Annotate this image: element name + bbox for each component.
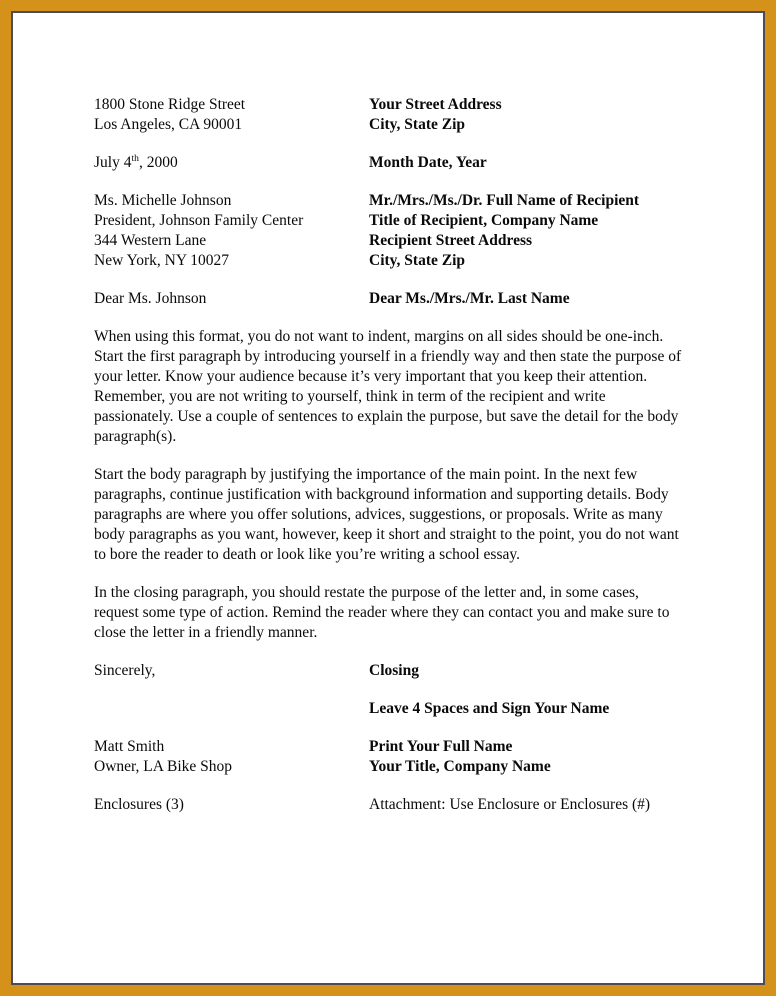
body-paragraph-middle: Start the body paragraph by justifying the importance of the main point. In the next few paragraphs, continue justification with background information and supporting details. Body paragraphs are where you offer solutions, advices, suggestions, or proposals. Write as many body paragraphs as you want, however, keep it short and straight to the point, you do not want to bore the reader to death or look like you’re writing a school essay. <box>94 466 679 563</box>
enclosure-example: Enclosures (3) <box>94 796 184 813</box>
salutation-template: Dear Ms./Mrs./Mr. Last Name <box>369 290 570 307</box>
sender-street-example: 1800 Stone Ridge Street <box>94 96 246 113</box>
signature-title-example: Owner, LA Bike Shop <box>94 758 233 775</box>
recipient-template <box>369 191 696 271</box>
recipient-city-example: New York, NY 10027 <box>94 252 230 269</box>
body-paragraph-opening: When using this format, you do not want to indent, margins on all sides should be one-inch. Start the first paragraph by introducing yourself in a friendly way and then state the purpose of your letter. Know your audience because it’s very important that you keep their attention. Remember, you are not writing to yourself, think in term of the recipient and write passionately. Use a couple of sentences to explain the purpose, but save the detail for the body paragraph(s). <box>94 328 682 445</box>
recipient-example <box>94 191 369 271</box>
letter-page <box>11 11 765 985</box>
sender-address-example <box>94 95 369 135</box>
signature-space-note: Leave 4 Spaces and Sign Your Name <box>369 700 610 717</box>
body-paragraph-closing: In the closing paragraph, you should restate the purpose of the letter and, in some cases, request some type of action. Remind the reader where they can contact you and make sure to close the letter in a friendly manner. <box>94 584 670 641</box>
date-example <box>94 153 369 173</box>
sample-business-letter <box>13 13 763 815</box>
recipient-name-example: Ms. Michelle Johnson <box>94 192 232 209</box>
recipient-street-template: Recipient Street Address <box>369 232 533 249</box>
signature-name-example: Matt Smith <box>94 738 165 755</box>
date-example-prefix: July 4 <box>94 154 132 171</box>
recipient-city-template: City, State Zip <box>369 252 466 269</box>
closing-block <box>94 661 696 681</box>
recipient-block <box>94 191 696 271</box>
signature-block <box>94 737 696 777</box>
date-example-ordinal: th <box>131 152 139 164</box>
recipient-name-template: Mr./Mrs./Ms./Dr. Full Name of Recipient <box>369 192 640 209</box>
date-template: Month Date, Year <box>369 154 487 171</box>
signature-title-template: Your Title, Company Name <box>369 758 551 775</box>
signature-example <box>94 737 369 777</box>
closing-template: Closing <box>369 662 419 679</box>
date-block <box>94 153 696 173</box>
closing-example: Sincerely, <box>94 662 156 679</box>
sender-street-template: Your Street Address <box>369 96 502 113</box>
signature-space-row <box>94 699 696 719</box>
enclosure-template: Attachment: Use Enclosure or Enclosures (#) <box>369 796 651 813</box>
recipient-title-template: Title of Recipient, Company Name <box>369 212 599 229</box>
date-example-suffix: , 2000 <box>138 154 178 171</box>
recipient-street-example: 344 Western Lane <box>94 232 207 249</box>
enclosure-block <box>94 795 696 815</box>
sender-address-template <box>369 95 696 135</box>
sender-address-block <box>94 95 696 135</box>
sender-city-template: City, State Zip <box>369 116 466 133</box>
recipient-title-example: President, Johnson Family Center <box>94 212 304 229</box>
salutation-block <box>94 289 696 309</box>
signature-name-template: Print Your Full Name <box>369 738 513 755</box>
signature-space-empty <box>94 699 369 719</box>
signature-template <box>369 737 696 777</box>
salutation-example: Dear Ms. Johnson <box>94 290 207 307</box>
sender-city-example: Los Angeles, CA 90001 <box>94 116 243 133</box>
